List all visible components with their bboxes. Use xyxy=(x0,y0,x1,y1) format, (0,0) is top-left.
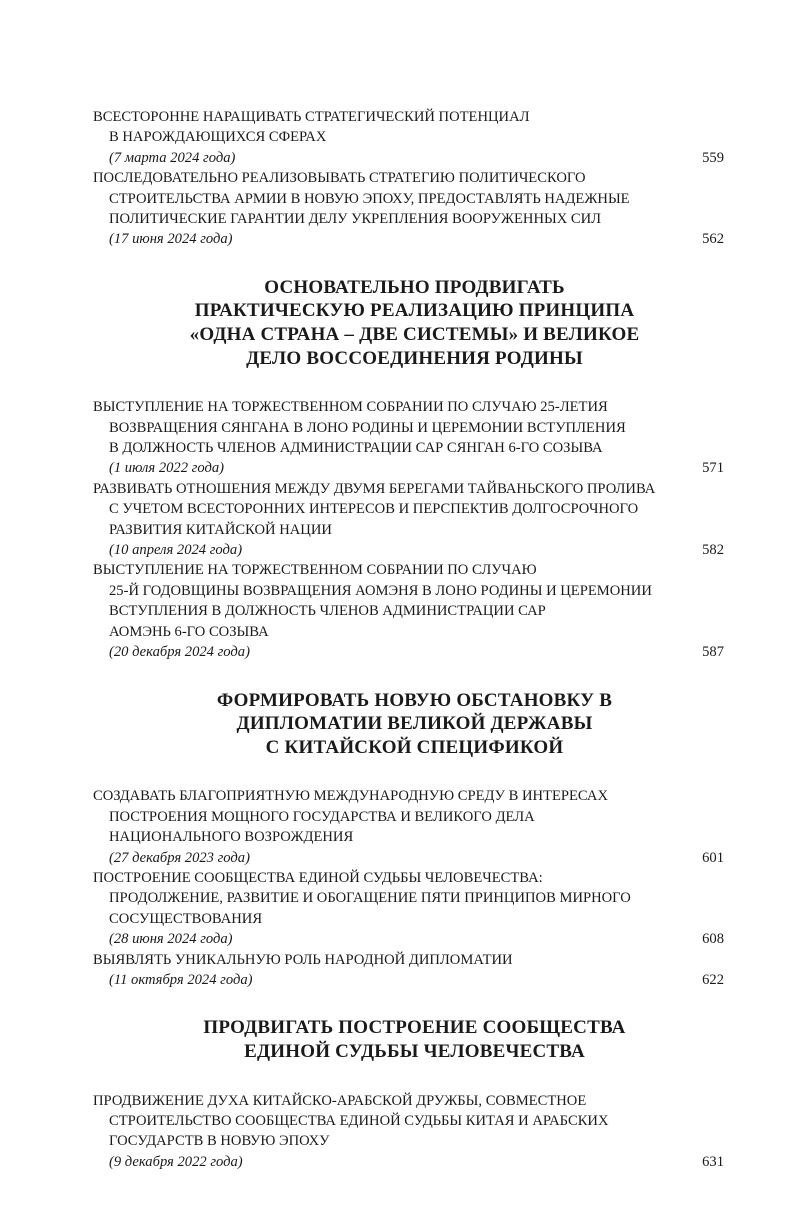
section-heading xyxy=(93,276,724,370)
entry-title-line: РАЗВИТИЯ КИТАЙСКОЙ НАЦИИ xyxy=(109,521,332,538)
entry-date-row xyxy=(93,540,724,560)
entry-date: (10 апреля 2024 года) xyxy=(109,542,243,559)
entry-title-line: ВСЕСТОРОННЕ НАРАЩИВАТЬ СТРАТЕГИЧЕСКИЙ ПОТЕНЦИАЛ xyxy=(93,109,530,125)
toc-entry[interactable] xyxy=(93,397,724,479)
entry-date: (20 декабря 2024 года) xyxy=(109,644,250,661)
entry-date: (11 октября 2024 года) xyxy=(109,971,253,988)
entry-title-line: СТРОИТЕЛЬСТВА АРМИИ В НОВУЮ ЭПОХУ, ПРЕДОСТАВЛЯТЬ НАДЕЖНЫЕ xyxy=(109,190,630,207)
entry-date: (28 июня 2024 года) xyxy=(109,931,233,948)
entry-page-number: 582 xyxy=(702,542,724,559)
section-heading-line: ЕДИНОЙ СУДЬБЫ ЧЕЛОВЕЧЕСТВА xyxy=(244,1040,585,1062)
entry-page-number: 631 xyxy=(702,1153,724,1170)
entry-title-line: ВОЗВРАЩЕНИЯ СЯНГАНА В ЛОНО РОДИНЫ И ЦЕРЕМОНИИ ВСТУПЛЕНИЯ xyxy=(109,419,626,436)
entry-title-line: ПРОДОЛЖЕНИЕ, РАЗВИТИЕ И ОБОГАЩЕНИЕ ПЯТИ ПРИНЦИПОВ МИРНОГО xyxy=(109,890,631,907)
toc-entry[interactable] xyxy=(93,1091,724,1173)
section-heading xyxy=(93,689,724,760)
entry-title-line: НАЦИОНАЛЬНОГО ВОЗРОЖДЕНИЯ xyxy=(109,829,354,846)
toc-entry[interactable] xyxy=(93,868,724,950)
entry-page-number: 587 xyxy=(702,644,724,661)
section-heading-line: «ОДНА СТРАНА – ДВЕ СИСТЕМЫ» И ВЕЛИКОЕ xyxy=(189,324,640,346)
toc-entry[interactable] xyxy=(93,560,724,662)
entry-title-line: ПОСТРОЕНИЯ МОЩНОГО ГОСУДАРСТВА И ВЕЛИКОГО ДЕЛА xyxy=(109,808,535,825)
entry-title-line: С УЧЕТОМ ВСЕСТОРОННИХ ИНТЕРЕСОВ И ПЕРСПЕКТИВ ДОЛГОСРОЧНОГО xyxy=(109,501,639,518)
entry-title-line: В ДОЛЖНОСТЬ ЧЛЕНОВ АДМИНИСТРАЦИИ САР СЯНГАН 6-ГО СОЗЫВА xyxy=(109,440,603,457)
entry-date: (7 марта 2024 года) xyxy=(109,149,236,166)
entry-date: (17 июня 2024 года) xyxy=(109,231,233,248)
entry-date-row xyxy=(93,458,724,478)
entry-date-row xyxy=(93,1152,724,1172)
entry-title-line: В НАРОЖДАЮЩИХСЯ СФЕРАХ xyxy=(109,129,327,146)
entry-title-line: ВСТУПЛЕНИЯ В ДОЛЖНОСТЬ ЧЛЕНОВ АДМИНИСТРАЦИИ САР xyxy=(109,603,546,620)
entry-date: (9 декабря 2022 года) xyxy=(109,1153,243,1170)
entry-page-number: 622 xyxy=(702,971,724,988)
entry-title-line: ПОСТРОЕНИЕ СООБЩЕСТВА ЕДИНОЙ СУДЬБЫ ЧЕЛОВЕЧЕСТВА: xyxy=(93,869,543,886)
entry-date: (27 декабря 2023 года) xyxy=(109,849,250,866)
entry-title-line: РАЗВИВАТЬ ОТНОШЕНИЯ МЕЖДУ ДВУМЯ БЕРЕГАМИ ТАЙВАНЬСКОГО ПРОЛИВА xyxy=(93,480,656,497)
section-heading-line: ФОРМИРОВАТЬ НОВУЮ ОБСТАНОВКУ В xyxy=(216,689,613,711)
entry-title-line: ВЫСТУПЛЕНИЕ НА ТОРЖЕСТВЕННОМ СОБРАНИИ ПО СЛУЧАЮ 25-ЛЕТИЯ xyxy=(93,399,608,416)
entry-date-row xyxy=(93,148,724,168)
entry-date-row xyxy=(93,929,724,949)
entry-title-line: АОМЭНЬ 6-ГО СОЗЫВА xyxy=(109,623,269,640)
entry-date-row xyxy=(93,848,724,868)
entry-page-number: 559 xyxy=(702,149,724,166)
entry-title-line: ГОСУДАРСТВ В НОВУЮ ЭПОХУ xyxy=(109,1133,330,1150)
section-heading-line: ДЕЛО ВОССОЕДИНЕНИЯ РОДИНЫ xyxy=(246,347,583,369)
entry-page-number: 571 xyxy=(702,460,724,477)
toc-entry[interactable] xyxy=(93,168,724,250)
entry-title-line: ПОСЛЕДОВАТЕЛЬНО РЕАЛИЗОВЫВАТЬ СТРАТЕГИЮ ПОЛИТИЧЕСКОГО xyxy=(93,170,586,187)
table-of-contents xyxy=(93,107,724,1172)
toc-entry[interactable] xyxy=(93,786,724,868)
entry-title-line: СТРОИТЕЛЬСТВО СООБЩЕСТВА ЕДИНОЙ СУДЬБЫ КИТАЯ И АРАБСКИХ xyxy=(109,1112,609,1129)
entry-page-number: 562 xyxy=(702,231,724,248)
entry-date-row xyxy=(93,229,724,249)
entry-title-line: 25-Й ГОДОВЩИНЫ ВОЗВРАЩЕНИЯ АОМЭНЯ В ЛОНО РОДИНЫ И ЦЕРЕМОНИИ xyxy=(109,582,652,599)
entry-page-number: 608 xyxy=(702,931,724,948)
entry-date: (1 июля 2022 года) xyxy=(109,460,224,477)
section-heading-line: ПРАКТИЧЕСКУЮ РЕАЛИЗАЦИЮ ПРИНЦИПА xyxy=(194,300,635,322)
entry-page-number: 601 xyxy=(702,849,724,866)
section-heading-line: С КИТАЙСКОЙ СПЕЦИФИКОЙ xyxy=(265,736,564,758)
entry-title-line: ВЫЯВЛЯТЬ УНИКАЛЬНУЮ РОЛЬ НАРОДНОЙ ДИПЛОМАТИИ xyxy=(93,951,513,968)
entry-title-line: ПОЛИТИЧЕСКИЕ ГАРАНТИИ ДЕЛУ УКРЕПЛЕНИЯ ВООРУЖЕННЫХ СИЛ xyxy=(109,211,602,228)
entry-date-row xyxy=(93,970,724,990)
entry-title-line: ПРОДВИЖЕНИЕ ДУХА КИТАЙСКО-АРАБСКОЙ ДРУЖБЫ, СОВМЕСТНОЕ xyxy=(93,1092,587,1109)
section-heading-line: ПРОДВИГАТЬ ПОСТРОЕНИЕ СООБЩЕСТВА xyxy=(203,1017,626,1039)
section-heading-line: ОСНОВАТЕЛЬНО ПРОДВИГАТЬ xyxy=(264,276,565,298)
entry-date-row xyxy=(93,642,724,662)
toc-entry[interactable] xyxy=(93,479,724,561)
toc-entry[interactable] xyxy=(93,950,724,991)
entry-title-line: СОСУЩЕСТВОВАНИЯ xyxy=(109,910,263,927)
entry-title-line: СОЗДАВАТЬ БЛАГОПРИЯТНУЮ МЕЖДУНАРОДНУЮ СРЕДУ В ИНТЕРЕСАХ xyxy=(93,788,609,805)
toc-entry[interactable] xyxy=(93,107,724,168)
entry-title-line: ВЫСТУПЛЕНИЕ НА ТОРЖЕСТВЕННОМ СОБРАНИИ ПО СЛУЧАЮ xyxy=(93,562,537,579)
section-heading-line: ДИПЛОМАТИИ ВЕЛИКОЙ ДЕРЖАВЫ xyxy=(236,713,593,735)
section-heading xyxy=(93,1016,724,1063)
